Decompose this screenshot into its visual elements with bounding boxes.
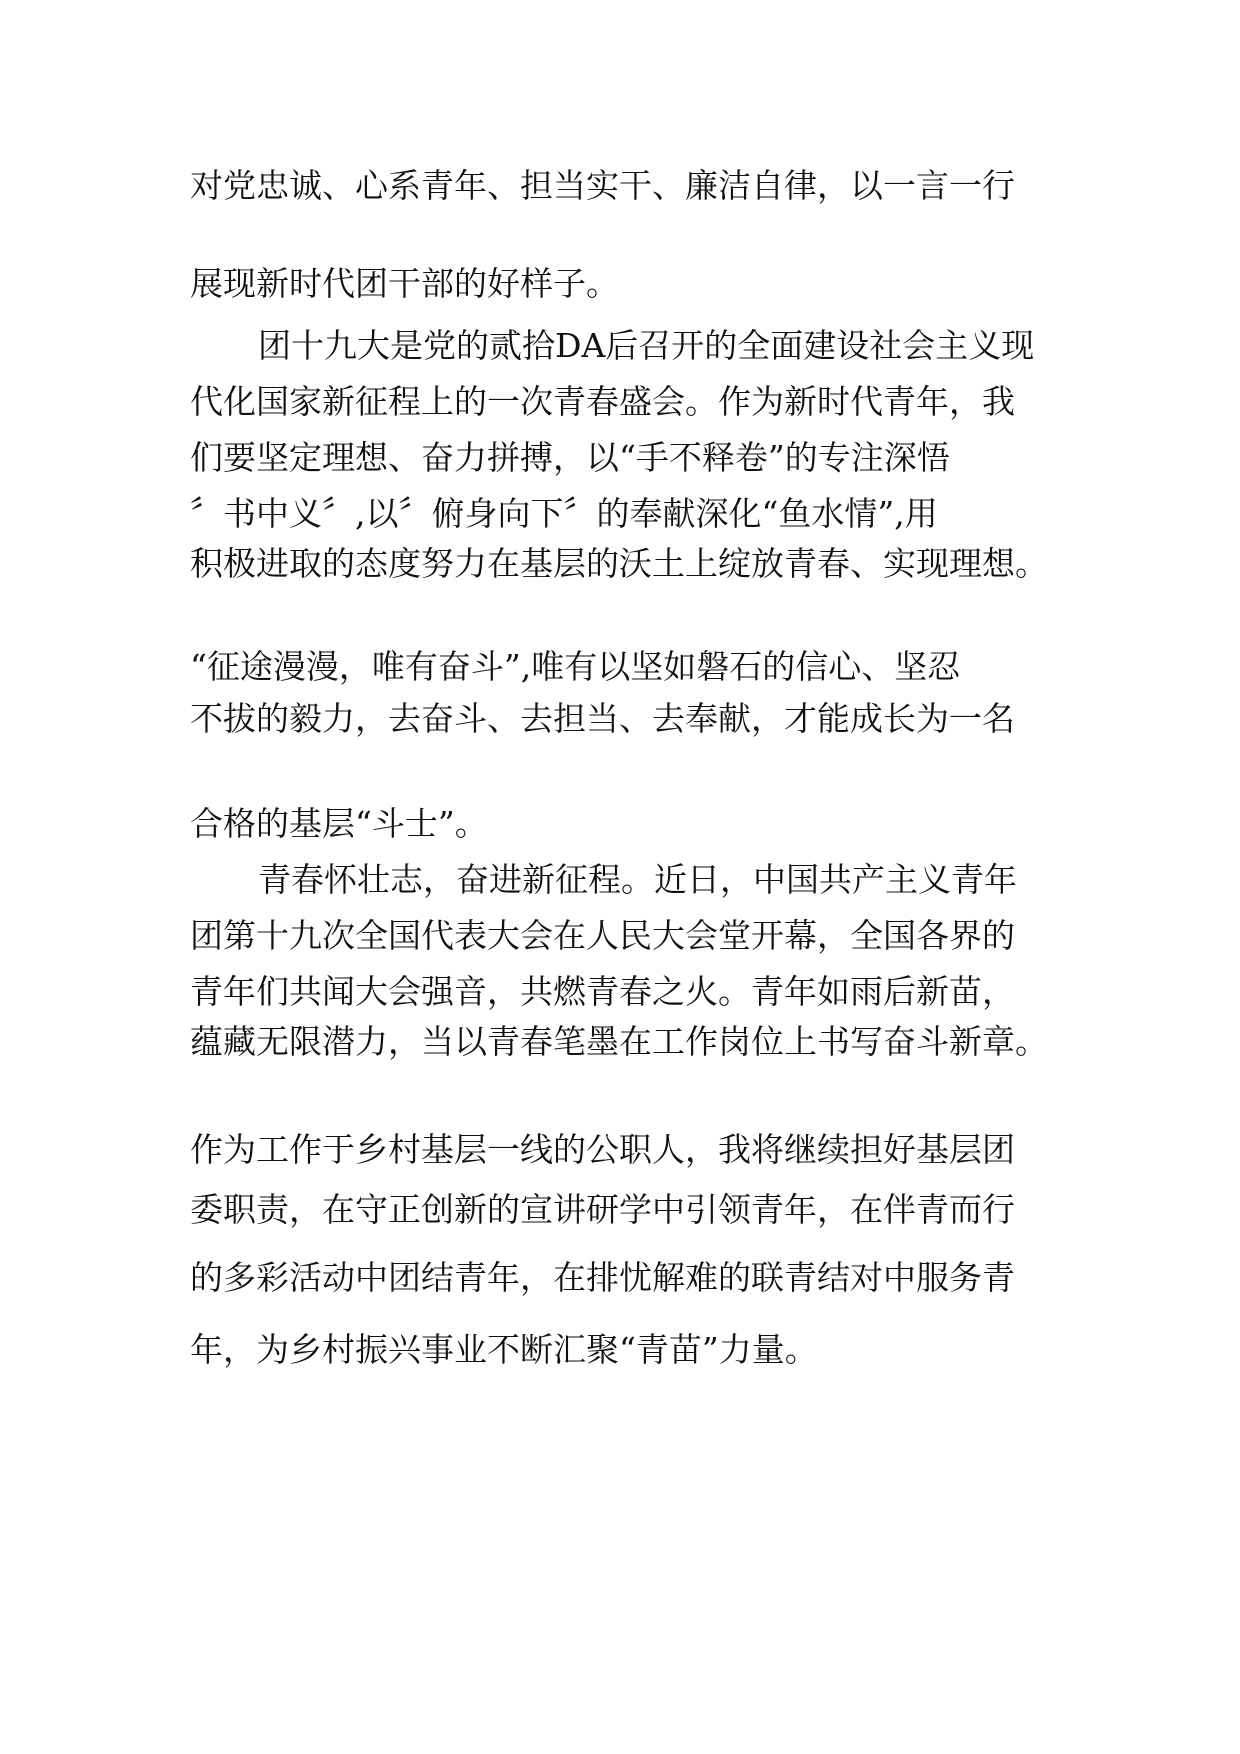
text-line: 年，为乡村振兴事业不断汇聚“青苗”力量。 xyxy=(190,1330,818,1369)
text-line: “征途漫漫，唯有奋斗”,唯有以坚如磐石的信心、坚忍 xyxy=(190,647,961,686)
text-line: 蕴藏无限潜力，当以青春笔墨在工作岗位上书写奋斗新章。 xyxy=(190,1022,1048,1061)
paragraph-start-line: 团十九大是党的贰拾DA后召开的全面建设社会主义现 xyxy=(258,326,1035,365)
text-line: 对党忠诚、心系青年、担当实干、廉洁自律，以一言一行 xyxy=(190,166,1015,205)
text-line: 们要坚定理想、奋力拼搏，以“手不释卷”的专注深悟 xyxy=(190,438,950,477)
text-line: 青年们共闻大会强音，共燃青春之火。青年如雨后新苗， xyxy=(190,972,1015,1011)
text-line: 〞书中义〞,以〞俯身向下〞的奉献深化“鱼水情”,用 xyxy=(190,494,938,533)
text-line: 团第十九次全国代表大会在人民大会堂开幕，全国各界的 xyxy=(190,916,1015,955)
paragraph-start-line: 青春怀壮志，奋进新征程。近日，中国共产主义青年 xyxy=(258,860,1017,899)
text-line: 积极进取的态度努力在基层的沃土上绽放青春、实现理想。 xyxy=(190,544,1048,583)
text-line: 代化国家新征程上的一次青春盛会。作为新时代青年，我 xyxy=(190,382,1015,421)
text-line: 的多彩活动中团结青年，在排忧解难的联青结对中服务青 xyxy=(190,1258,1015,1297)
text-line: 不拔的毅力，去奋斗、去担当、去奉献，才能成长为一名 xyxy=(190,699,1015,738)
text-line: 合格的基层“斗士”。 xyxy=(190,804,488,843)
text-line: 委职责，在守正创新的宣讲研学中引领青年，在伴青而行 xyxy=(190,1190,1015,1229)
text-line: 展现新时代团干部的好样子。 xyxy=(190,264,619,303)
text-line: 作为工作于乡村基层一线的公职人，我将继续担好基层团 xyxy=(190,1130,1015,1169)
